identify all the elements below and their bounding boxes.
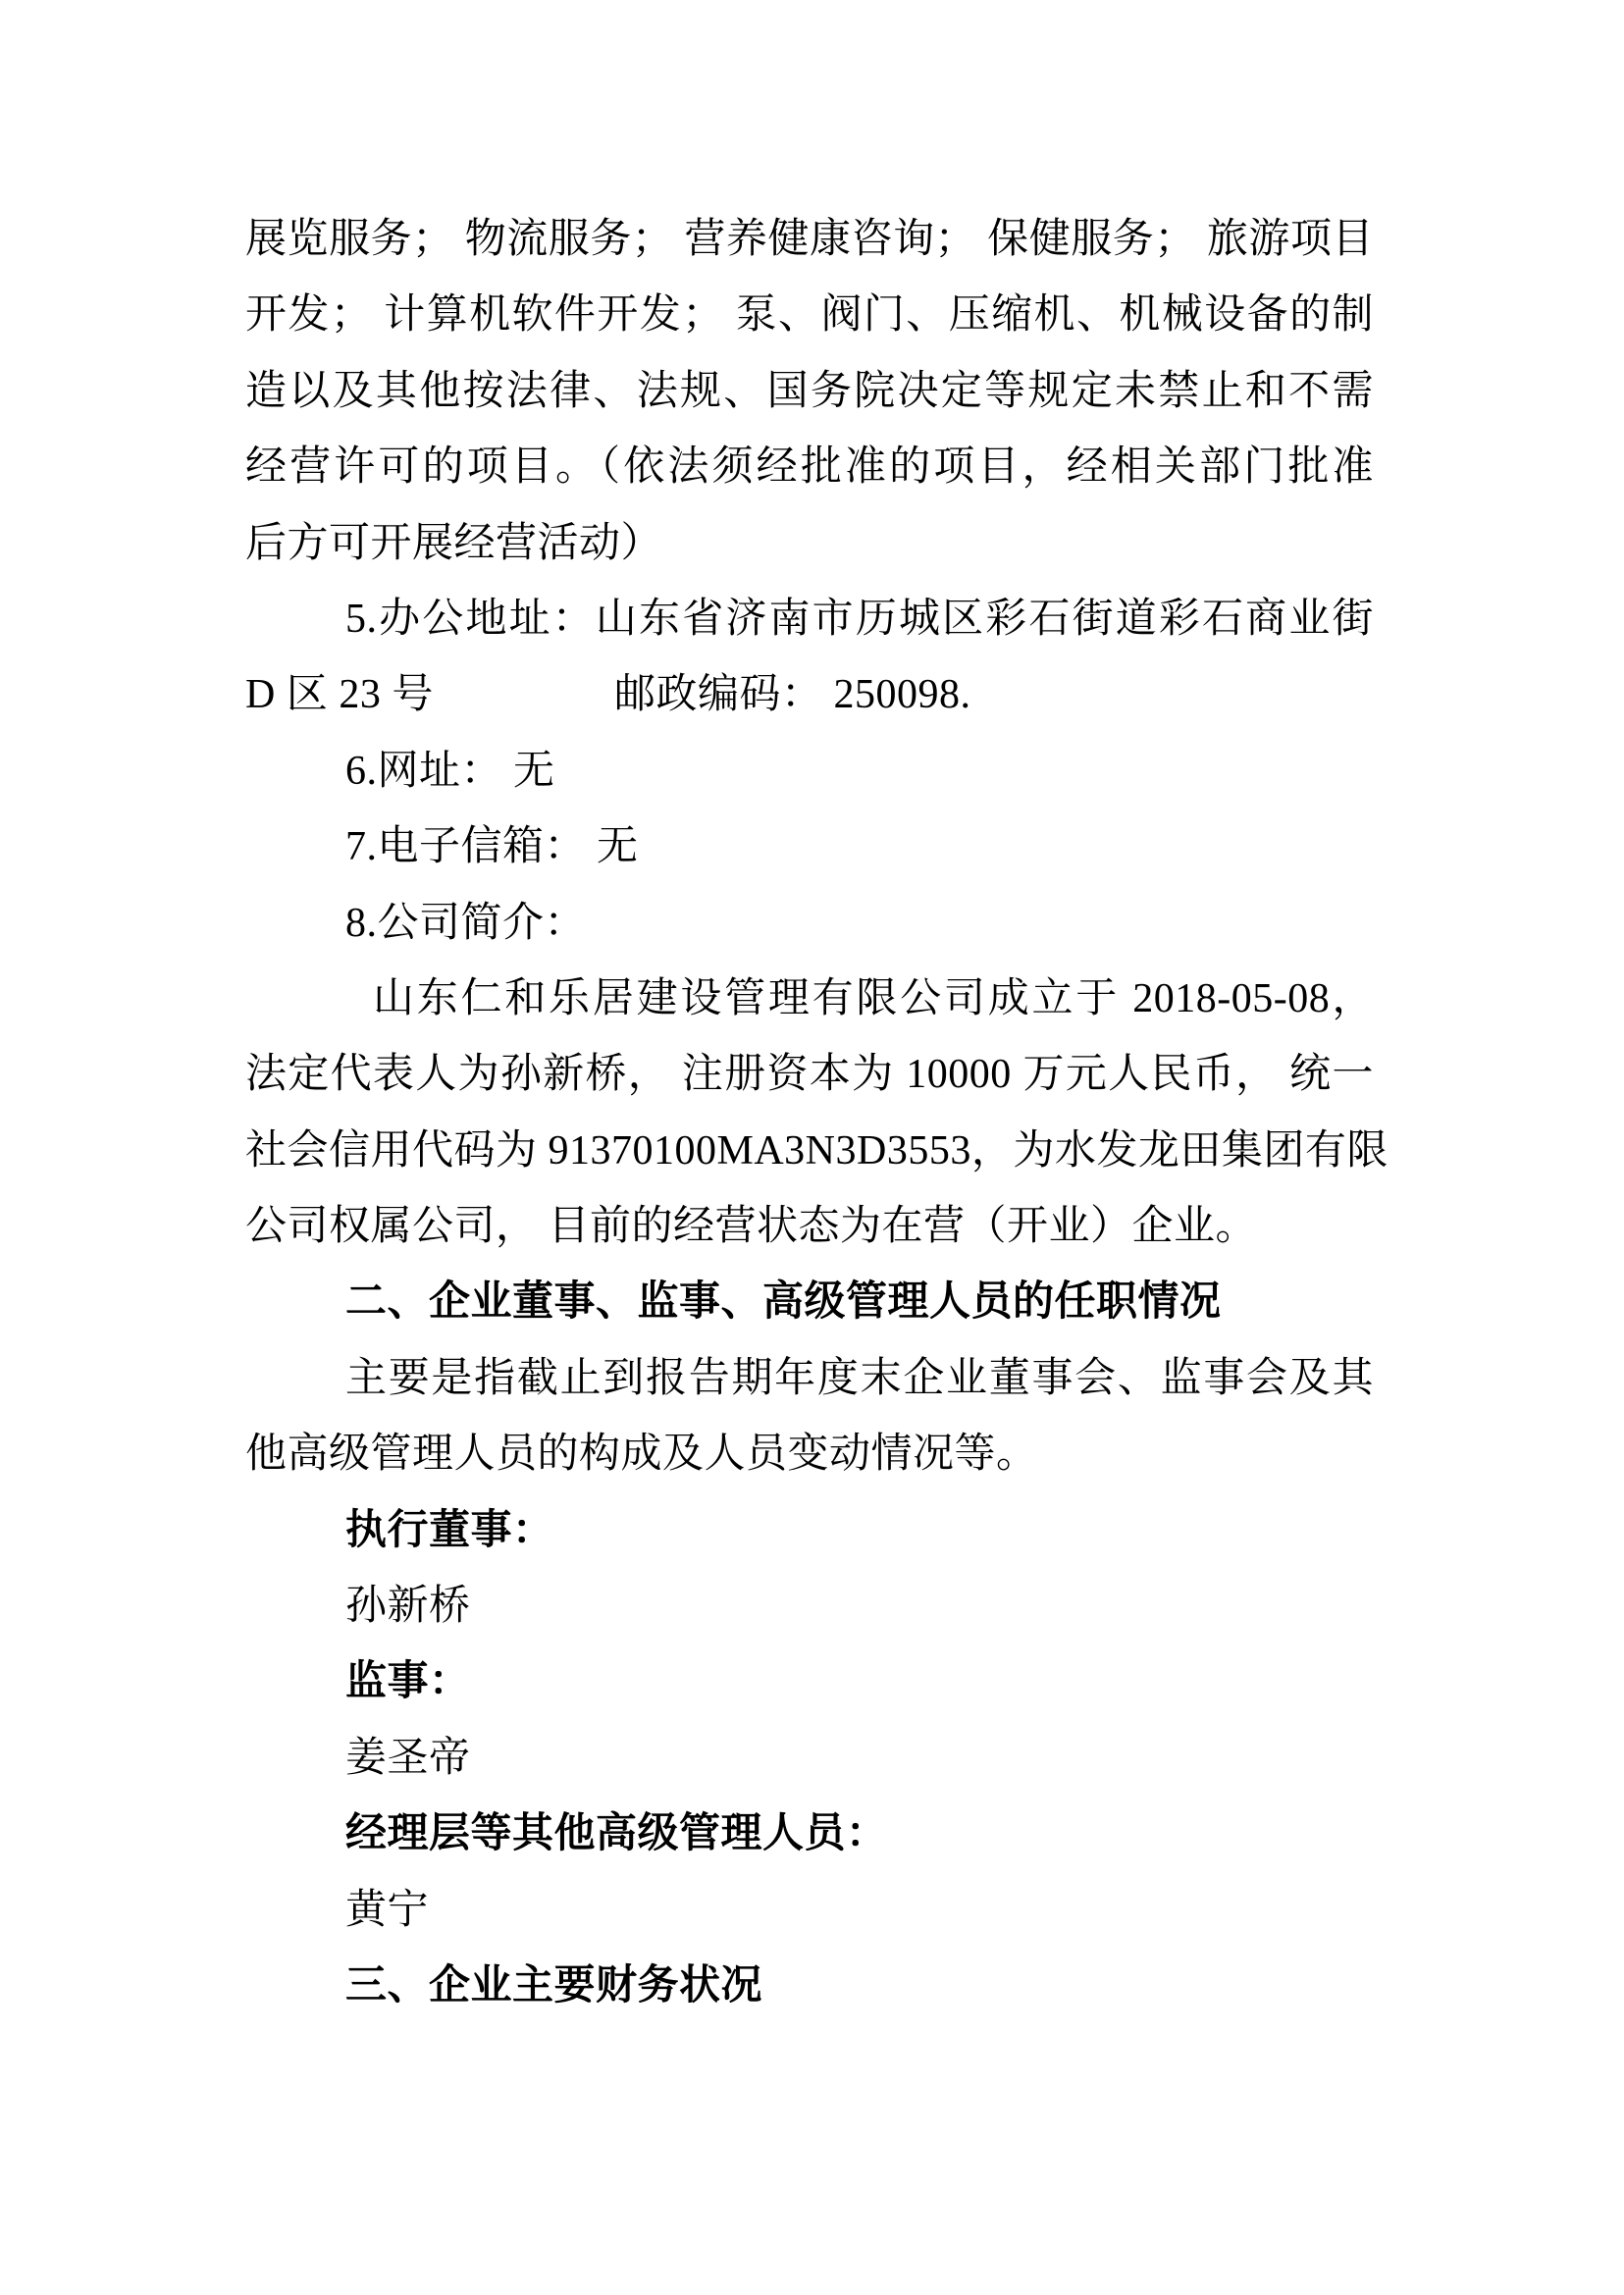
directors-desc-line-2: 他高级管理人员的构成及人员变动情况等。: [245, 1432, 1038, 1478]
business-scope-line-1: 展览服务； 物流服务； 营养健康咨询； 保健服务； 旅游项目: [245, 217, 1374, 262]
website-line: 6.网址： 无: [345, 748, 555, 794]
senior-managers-label: 经理层等其他高级管理人员：: [345, 1811, 888, 1857]
supervisor-name: 姜圣帝: [345, 1735, 471, 1781]
company-intro-line-4: 公司权属公司， 目前的经营状态为在营（开业）企业。: [245, 1204, 1258, 1250]
directors-desc-line-1: 主要是指截止到报告期年度末企业董事会、监事会及其: [345, 1355, 1374, 1401]
business-scope-line-3: 造以及其他按法律、法规、国务院决定等规定未禁止和不需: [245, 368, 1374, 414]
office-address-line: 5.办公地址：山东省济南市历城区彩石街道彩石商业街: [345, 596, 1374, 642]
company-intro-line-1: 山东仁和乐居建设管理有限公司成立于 2018-05-08，: [373, 975, 1374, 1021]
executive-director-label: 执行董事：: [345, 1507, 554, 1553]
section-heading-finance: 三、企业主要财务状况: [345, 1962, 763, 2008]
address-zone-text: D 区 23 号: [245, 672, 434, 718]
company-profile-label: 8.公司简介：: [345, 900, 587, 946]
senior-manager-name: 黄宁: [345, 1887, 430, 1933]
executive-director-name: 孙新桥: [345, 1584, 471, 1630]
document-text-block: [245, 202, 1388, 2024]
company-intro-line-3: 社会信用代码为 91370100MA3N3D3553，为水发龙田集团有限: [245, 1127, 1388, 1174]
postal-code-text: 邮政编码： 250098.: [614, 672, 971, 718]
email-line: 7.电子信箱： 无: [345, 824, 639, 870]
business-scope-line-4: 经营许可的项目。（依法须经批准的项目，经相关部门批准: [245, 444, 1374, 491]
supervisor-label: 监事：: [345, 1659, 471, 1705]
company-intro-line-2: 法定代表人为孙新桥， 注册资本为 10000 万元人民币， 统一: [245, 1052, 1374, 1098]
address-zone-postal-line: [245, 657, 1374, 733]
business-scope-line-2: 开发； 计算机软件开发； 泵、阀门、压缩机、机械设备的制: [245, 292, 1374, 339]
section-heading-directors: 二、企业董事、监事、高级管理人员的任职情况: [345, 1279, 1222, 1326]
business-scope-line-5: 后方可开展经营活动）: [245, 520, 663, 566]
